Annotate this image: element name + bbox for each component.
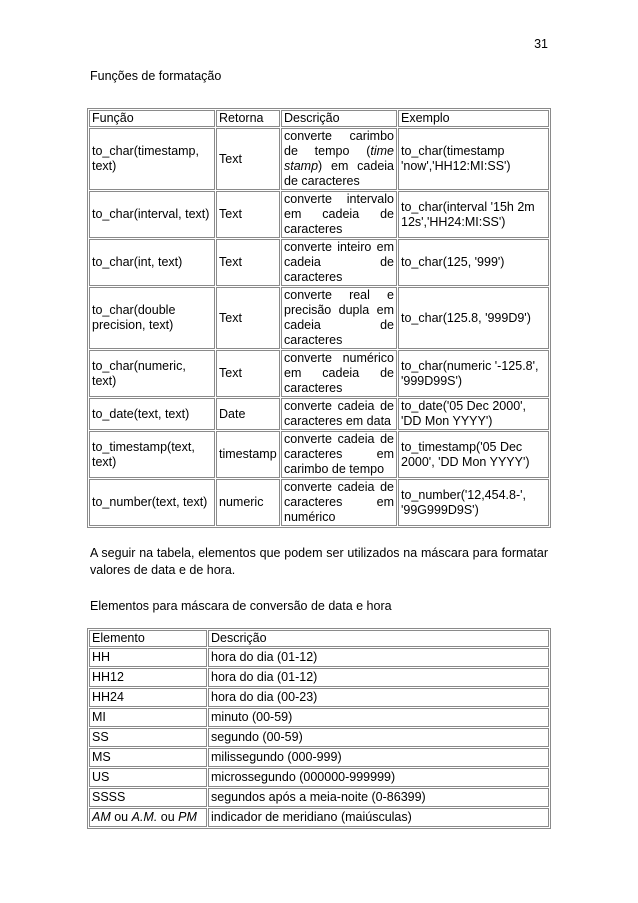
- table-row: [89, 808, 549, 827]
- returns-cell: Text: [216, 191, 280, 238]
- returns-cell: Text: [216, 239, 280, 286]
- description-text: converte numérico em cadeia de caracteres: [284, 351, 394, 395]
- table-row: [89, 398, 549, 430]
- description-cell: [281, 431, 397, 478]
- description-cell: [281, 287, 397, 349]
- mask-element-cell: MS: [89, 748, 207, 767]
- or-text: ou: [157, 810, 179, 824]
- header-element: Elemento: [89, 630, 207, 647]
- description-italic-text: time stamp: [284, 144, 394, 173]
- mask-description-cell: segundo (00-59): [208, 728, 549, 747]
- table-row: [89, 479, 549, 526]
- mask-description-cell: minuto (00-59): [208, 708, 549, 727]
- formatting-functions-table: [87, 108, 551, 528]
- mask-element-cell: HH12: [89, 668, 207, 687]
- example-cell: to_char(125.8, '999D9'): [398, 287, 549, 349]
- description-cell: [281, 239, 397, 286]
- mask-description-cell: hora do dia (01-12): [208, 668, 549, 687]
- function-cell: to_timestamp(text, text): [89, 431, 215, 478]
- function-cell: to_number(text, text): [89, 479, 215, 526]
- description-text: ) em cadeia de caracteres: [284, 159, 394, 188]
- table-row: [89, 688, 549, 707]
- table-header-row: [89, 630, 549, 647]
- mask-element-cell: [89, 808, 207, 827]
- description-cell: [281, 128, 397, 190]
- description-cell: [281, 350, 397, 397]
- description-text: converte intervalo em cadeia de caracteres: [284, 192, 394, 236]
- returns-cell: Date: [216, 398, 280, 430]
- description-text: converte inteiro em cadeia de caracteres: [284, 240, 394, 284]
- table-header-row: [89, 110, 549, 127]
- table-row: [89, 668, 549, 687]
- example-cell: to_timestamp('05 Dec 2000', 'DD Mon YYYY'): [398, 431, 549, 478]
- table-row: [89, 768, 549, 787]
- mask-element-cell: US: [89, 768, 207, 787]
- example-cell: to_char(interval '15h 2m 12s','HH24:MI:SS'): [398, 191, 549, 238]
- mask-description-cell: microssegundo (000000-999999): [208, 768, 549, 787]
- description-text: converte carimbo de tempo (: [284, 129, 394, 158]
- table-row: [89, 239, 549, 286]
- function-cell: to_date(text, text): [89, 398, 215, 430]
- or-text: ou: [110, 810, 132, 824]
- example-cell: to_char(125, '999'): [398, 239, 549, 286]
- mask-element-cell: SSSS: [89, 788, 207, 807]
- mask-element-cell: HH: [89, 648, 207, 667]
- returns-cell: Text: [216, 128, 280, 190]
- mask-description-cell: milissegundo (000-999): [208, 748, 549, 767]
- am-text: AM: [92, 810, 111, 824]
- returns-cell: timestamp: [216, 431, 280, 478]
- table-row: [89, 728, 549, 747]
- mask-element-cell: SS: [89, 728, 207, 747]
- mask-description-cell: hora do dia (01-12): [208, 648, 549, 667]
- table-row: [89, 128, 549, 190]
- table-row: [89, 431, 549, 478]
- table-row: [89, 350, 549, 397]
- example-cell: to_date('05 Dec 2000', 'DD Mon YYYY'): [398, 398, 549, 430]
- table-row: [89, 191, 549, 238]
- function-cell: to_char(numeric, text): [89, 350, 215, 397]
- mask-description-cell: segundos após a meia-noite (0-86399): [208, 788, 549, 807]
- pm-text: PM: [178, 810, 197, 824]
- function-cell: to_char(double precision, text): [89, 287, 215, 349]
- description-text: converte cadeia de caracteres em data: [284, 399, 394, 428]
- header-function: Função: [89, 110, 215, 127]
- am-dotted-text: A.M.: [131, 810, 158, 824]
- function-cell: to_char(interval, text): [89, 191, 215, 238]
- table-row: [89, 708, 549, 727]
- section-title-mask-elements: Elementos para máscara de conversão de data e hora: [90, 599, 392, 613]
- returns-cell: Text: [216, 287, 280, 349]
- example-cell: to_char(numeric '-125.8', '999D99S'): [398, 350, 549, 397]
- header-description: Descrição: [208, 630, 549, 647]
- description-text: converte real e precisão dupla em cadeia de caracteres: [284, 288, 394, 347]
- description-cell: [281, 479, 397, 526]
- header-example: Exemplo: [398, 110, 549, 127]
- section-title-formatting-functions: Funções de formatação: [90, 69, 222, 83]
- example-cell: to_char(timestamp 'now','HH12:MI:SS'): [398, 128, 549, 190]
- returns-cell: numeric: [216, 479, 280, 526]
- mask-element-cell: HH24: [89, 688, 207, 707]
- description-text: converte cadeia de caracteres em carimbo de tempo: [284, 432, 394, 476]
- description-text: converte cadeia de caracteres em numérico: [284, 480, 394, 524]
- description-cell: [281, 398, 397, 430]
- header-returns: Retorna: [216, 110, 280, 127]
- returns-cell: Text: [216, 350, 280, 397]
- function-cell: to_char(int, text): [89, 239, 215, 286]
- intro-paragraph: A seguir na tabela, elementos que podem ser utilizados na máscara para formatar valores de data e de hora.: [90, 546, 548, 577]
- example-cell: to_number('12,454.8-', '99G999D9S'): [398, 479, 549, 526]
- mask-element-cell: MI: [89, 708, 207, 727]
- description-cell: [281, 191, 397, 238]
- table-row: [89, 788, 549, 807]
- table-row: [89, 287, 549, 349]
- mask-description-cell: hora do dia (00-23): [208, 688, 549, 707]
- table-row: [89, 748, 549, 767]
- mask-description-cell: indicador de meridiano (maiúsculas): [208, 808, 549, 827]
- function-cell: to_char(timestamp, text): [89, 128, 215, 190]
- header-description: Descrição: [281, 110, 397, 127]
- mask-elements-table: [87, 628, 551, 829]
- table-row: [89, 648, 549, 667]
- page-number: 31: [534, 37, 548, 51]
